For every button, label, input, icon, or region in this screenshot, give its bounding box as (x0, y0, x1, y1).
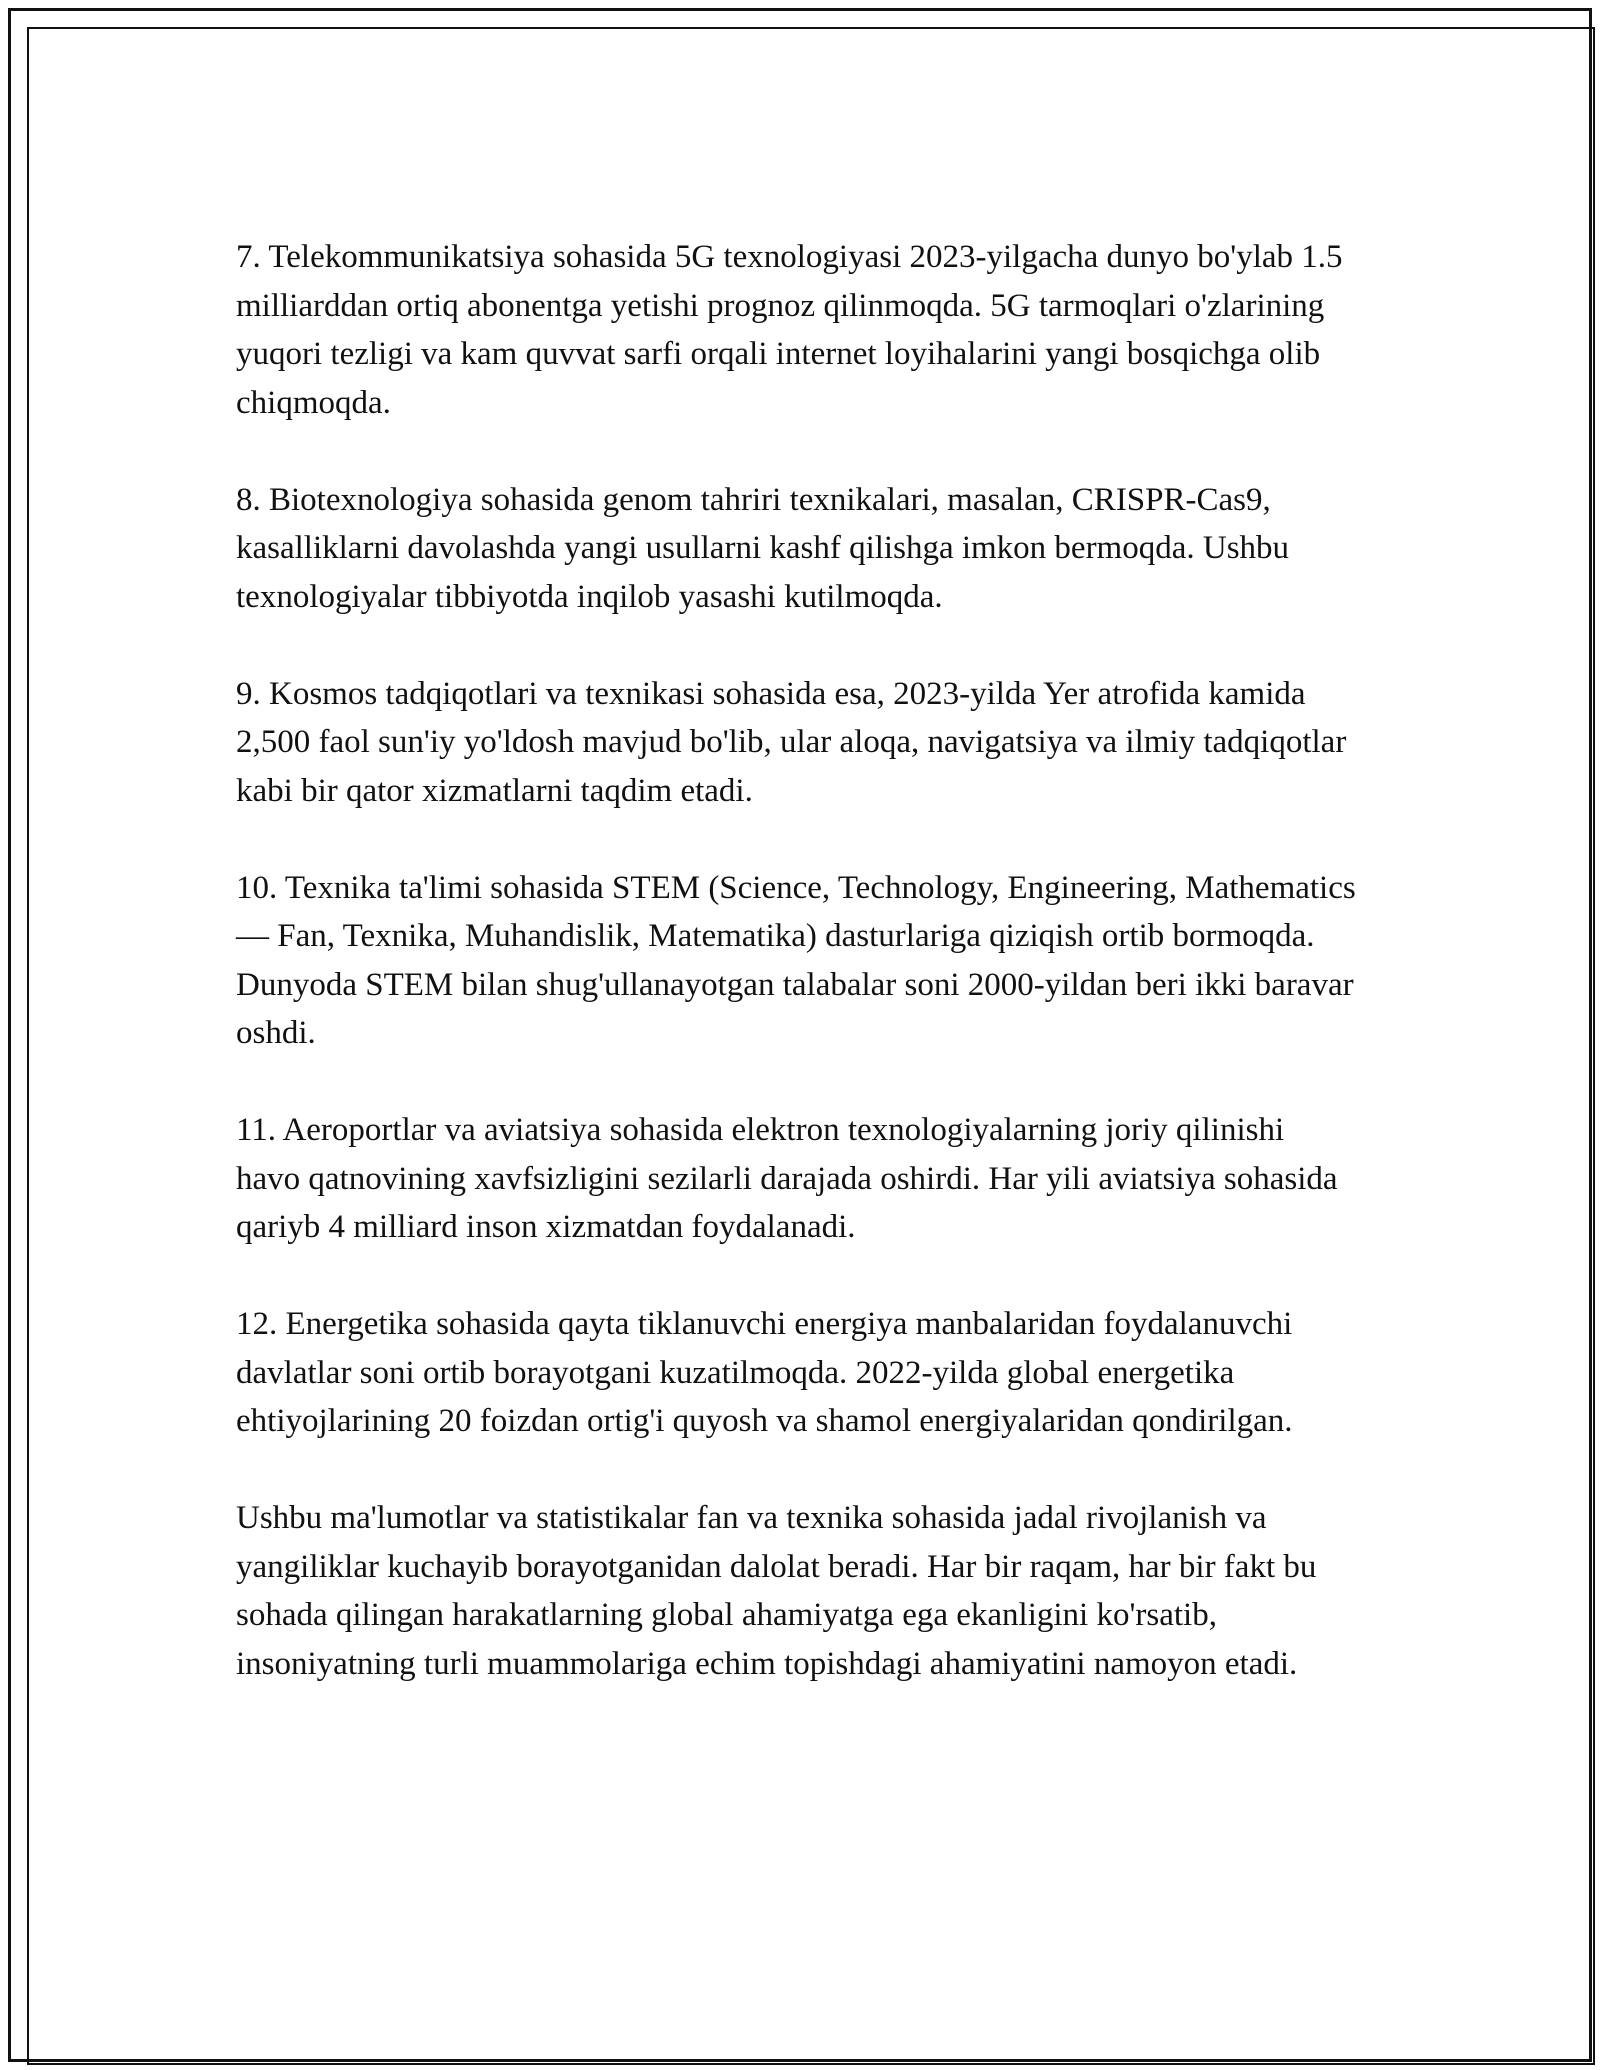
paragraph-space: 9. Kosmos tadqiqotlari va texnikasi sohasida esa, 2023-yilda Yer atrofida kamida 2,500 faol sun'iy yo'ldosh mavjud bo'lib, ular aloqa, navigatsiya va ilmiy tadqiqotlar kabi bir qator xizmatlarni taqdim etadi. (236, 675, 1347, 809)
paragraph-telecom-5g: 7. Telekommunikatsiya sohasida 5G texnologiyasi 2023-yilgacha dunyo bo'ylab 1.5 milliarddan ortiq abonentga yetishi prognoz qilinmoqda. 5G tarmoqlari o'zlarining yuqori tezligi va kam quvvat sarfi orqali internet loyihalarini yangi bosqichga olib chiqmoqda. (236, 239, 1343, 421)
paragraph-conclusion: Ushbu ma'lumotlar va statistikalar fan va texnika sohasida jadal rivojlanish va yangiliklar kuchayib borayotganidan dalolat beradi. Har bir raqam, har bir fakt bu sohada qilingan harakatlarning global ahamiyatga ega ekanligini ko'rsatib, insoniyatning turli muammolariga echim topishdagi ahamiyatini namoyon etadi. (236, 1500, 1317, 1682)
paragraph-aviation: 11. Aeroportlar va aviatsiya sohasida elektron texnologiyalarning joriy qilinishi havo qatnovining xavfsizligini sezilarli darajada oshirdi. Har yili aviatsiya sohasida qariyb 4 milliard inson xizmatdan foydalanadi. (236, 1112, 1338, 1245)
paragraph-stem-education: 10. Texnika ta'limi sohasida STEM (Science, Technology, Engineering, Mathematics — Fan, Texnika, Muhandislik, Matematika) dasturlariga qiziqish ortib bormoqda. Dunyoda STEM bilan shug'ullanayotgan talabalar soni 2000-yildan beri ikki baravar oshdi. (236, 869, 1356, 1051)
paragraph-energy: 12. Energetika sohasida qayta tiklanuvchi energiya manbalaridan foydalanuvchi davlatlar soni ortib borayotgani kuzatilmoqda. 2022-yilda global energetika ehtiyojlarining 20 foizdan ortig'i quyosh va shamol energiyalaridan qondirilgan. (236, 1306, 1293, 1439)
paragraph-biotech: 8. Biotexnologiya sohasida genom tahriri texnikalari, masalan, CRISPR-Cas9, kasalliklarni davolashda yangi usullarni kashf qilishga imkon bermoqda. Ushbu texnologiyalar tibbiyotda inqilob yasashi kutilmoqda. (236, 481, 1290, 615)
document-body (236, 233, 1356, 1737)
